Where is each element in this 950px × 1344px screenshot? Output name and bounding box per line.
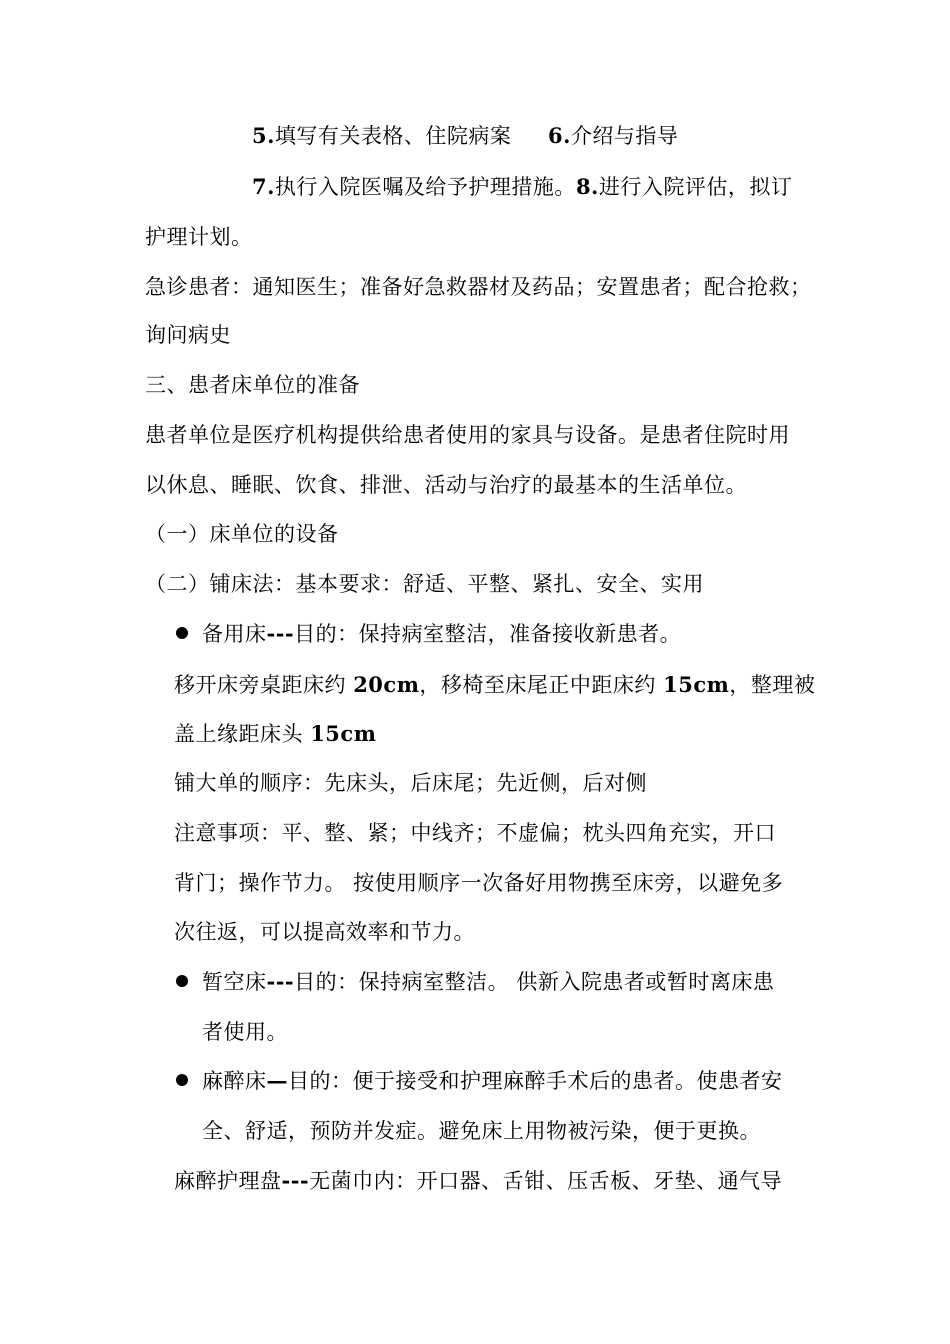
text-line: 6.介绍与指导: [548, 123, 679, 148]
subsection-heading: （二）铺床法：基本要求：舒适、平整、紧扎、安全、实用: [145, 572, 704, 596]
text-line: 暂空床---目的：保持病室整洁。 供新入院患者或暂时离床患: [202, 969, 775, 994]
text-line: 铺大单的顺序：先床头，后床尾；先近侧，后对侧: [174, 771, 647, 795]
bullet-icon: [176, 975, 188, 987]
text-line: 麻醉护理盘---无菌巾内：开口器、舌钳、压舌板、牙垫、通气导: [174, 1168, 783, 1193]
text-line: 5.填写有关表格、住院病案: [252, 123, 512, 148]
subsection-heading: （一）床单位的设备: [145, 522, 339, 546]
text-line: 次往返，可以提高效率和节力。: [174, 920, 475, 944]
text-line: 急诊患者：通知医生；准备好急救器材及药品；安置患者；配合抢救；: [145, 275, 812, 299]
text-line: 移开床旁桌距床约 20cm，移椅至床尾正中距床约 15cm，整理被: [174, 672, 816, 697]
text-line: 7.执行入院医嘱及给予护理措施。8.进行入院评估，拟订: [252, 174, 793, 199]
text-line: 以休息、睡眠、饮食、排泄、活动与治疗的最基本的生活单位。: [145, 473, 747, 497]
text-line: 全、舒适，预防并发症。避免床上用物被污染，便于更换。: [202, 1119, 761, 1143]
text-line: 麻醉床—目的：便于接受和护理麻醉手术后的患者。使患者安: [202, 1068, 783, 1093]
section-heading: 三、患者床单位的准备: [145, 373, 360, 397]
text-line: 注意事项：平、整、紧；中线齐；不虚偏；枕头四角充实，开口: [174, 821, 776, 845]
text-line: 背门；操作节力。 按使用顺序一次备好用物携至床旁，以避免多: [174, 871, 784, 895]
text-line: 备用床---目的：保持病室整洁，准备接收新患者。: [202, 621, 682, 646]
bullet-icon: [176, 627, 188, 639]
text-line: 盖上缘距床头 15cm: [174, 721, 377, 746]
text-line: 询问病史: [145, 323, 231, 347]
text-line: 患者单位是医疗机构提供给患者使用的家具与设备。是患者住院时用: [145, 423, 790, 447]
text-line: 者使用。: [202, 1020, 288, 1044]
bullet-icon: [176, 1074, 188, 1086]
text-line: 护理计划。: [145, 225, 253, 249]
